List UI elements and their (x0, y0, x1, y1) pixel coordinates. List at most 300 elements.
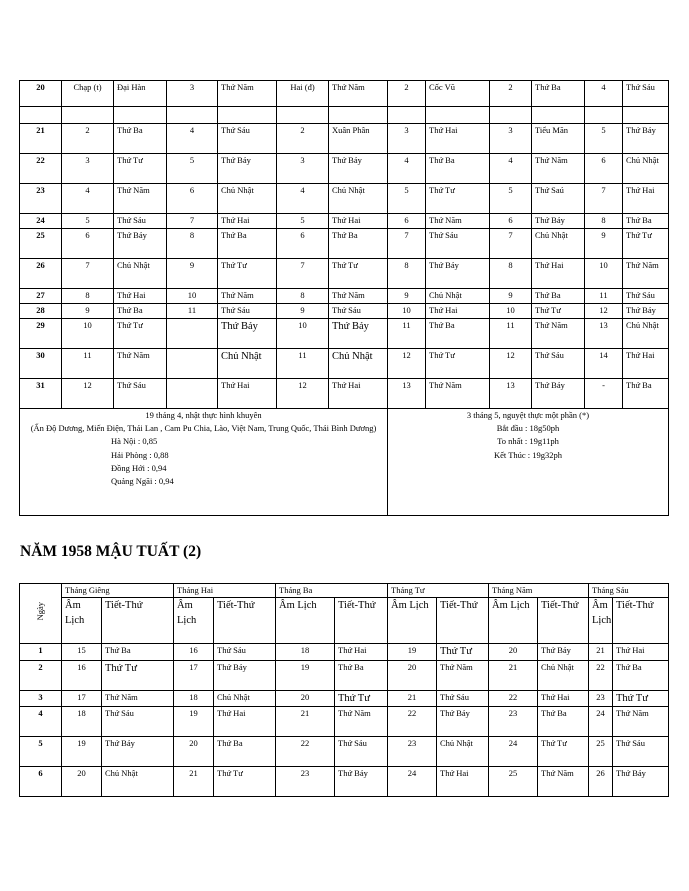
table-cell: Hai (đ) (277, 81, 329, 107)
table-cell: 4 (62, 184, 114, 214)
table-cell: 23 (489, 707, 538, 737)
column-header: Âm Lịch (62, 597, 102, 643)
table-cell: 8 (490, 259, 532, 289)
table-cell: 12 (388, 349, 426, 379)
table-cell (277, 107, 329, 124)
month-header-6: Tháng Sáu (589, 584, 669, 598)
table-cell: Thứ Năm (532, 154, 585, 184)
table-cell: Thứ Tư (426, 184, 490, 214)
table-cell: 3 (388, 124, 426, 154)
table-cell: Thứ Hai (329, 214, 388, 229)
table-cell: 15 (62, 643, 102, 660)
table-cell: 9 (167, 259, 218, 289)
day-number: 2 (20, 660, 62, 690)
table-cell: Thứ Năm (218, 81, 277, 107)
column-header: Tiết-Thứ (613, 597, 669, 643)
eclipse-city: Đồng Hới : 0,94 (111, 462, 167, 473)
table-cell: 26 (589, 767, 613, 797)
table-cell: 5 (277, 214, 329, 229)
table-cell: Thứ Sáu (426, 229, 490, 259)
table-cell: 7 (167, 214, 218, 229)
column-header: Tiết-Thứ (214, 597, 276, 643)
table-cell: 8 (585, 214, 623, 229)
table-cell: Thứ Ba (532, 81, 585, 107)
table-row (20, 707, 669, 737)
table-cell: Thứ Hai (335, 643, 388, 660)
table-cell: Chủ Nhật (114, 259, 167, 289)
table-cell: Thứ Hai (214, 707, 276, 737)
table-cell (426, 107, 490, 124)
lunar-eclipse-time: Bắt đầu : 18g50ph (496, 423, 560, 434)
table-cell: Chủ Nhật (102, 767, 174, 797)
day-number: 31 (20, 379, 62, 409)
table-cell: 10 (388, 304, 426, 319)
table-cell: 11 (388, 319, 426, 349)
table-cell: Chủ Nhật (426, 289, 490, 304)
table-cell (167, 319, 218, 349)
table-cell: 2 (277, 124, 329, 154)
table-cell: 19 (174, 707, 214, 737)
table-cell (167, 349, 218, 379)
table-cell: 3 (490, 124, 532, 154)
table-cell: Thứ Hai (426, 124, 490, 154)
table-cell: 16 (62, 660, 102, 690)
table-cell: Thứ Năm (102, 690, 174, 707)
table-cell: 23 (589, 690, 613, 707)
page-title: NĂM 1958 MẬU TUẤT (2) (20, 543, 202, 560)
column-header: Âm Lịch (388, 597, 437, 643)
table-cell: Thứ Tư (114, 154, 167, 184)
table-cell: Thứ Bảy (114, 229, 167, 259)
table-cell: Thứ Năm (426, 379, 490, 409)
column-header: Tiết-Thứ (102, 597, 174, 643)
table-cell: Chủ Nhật (218, 349, 277, 379)
table-cell: 11 (62, 349, 114, 379)
day-number (20, 107, 62, 124)
table-cell: Thứ Sáu (114, 379, 167, 409)
day-number: 28 (20, 304, 62, 319)
table-cell: Thứ Ba (114, 304, 167, 319)
table-cell: Thứ Năm (329, 81, 388, 107)
table-cell (388, 107, 426, 124)
column-header: Âm Lịch (489, 597, 538, 643)
table-cell: Thứ Sáu (218, 124, 277, 154)
table-cell: Cốc Vũ (426, 81, 490, 107)
table-cell: 24 (388, 767, 437, 797)
table-cell: Thứ Bảy (532, 214, 585, 229)
day-number: 30 (20, 349, 62, 379)
table-cell: 20 (276, 690, 335, 707)
table-cell: 12 (585, 304, 623, 319)
table-cell: 10 (167, 289, 218, 304)
table-cell: Thứ Bảy (538, 643, 589, 660)
table-cell: Thứ Bảy (532, 379, 585, 409)
table-cell: Thứ Sáu (329, 304, 388, 319)
table-cell: Chủ Nhật (329, 349, 388, 379)
table-cell: 13 (388, 379, 426, 409)
column-header: Âm Lịch (174, 597, 214, 643)
table-cell: Thứ Hai (538, 690, 589, 707)
table-cell: 12 (277, 379, 329, 409)
table-cell: Chủ Nhật (437, 737, 489, 767)
month-header-2: Tháng Hai (174, 584, 276, 598)
table-cell: 13 (585, 319, 623, 349)
table-cell: 20 (62, 767, 102, 797)
table-cell: Thứ Tư (329, 259, 388, 289)
table-cell: Thứ Bảy (329, 154, 388, 184)
table-row (20, 107, 669, 124)
table-cell: 8 (62, 289, 114, 304)
day-header: Ngày (20, 584, 62, 644)
table-cell: Thứ Sáu (623, 289, 669, 304)
table-cell: 3 (167, 81, 218, 107)
table-cell: 22 (276, 737, 335, 767)
table-cell: Chạp (t) (62, 81, 114, 107)
table-cell: 19 (276, 660, 335, 690)
table-cell: Thứ Ba (623, 214, 669, 229)
day-number: 21 (20, 124, 62, 154)
table-row (20, 184, 669, 214)
table-cell: 7 (62, 259, 114, 289)
table-cell: Thứ Sáu (532, 349, 585, 379)
month-header-4: Tháng Tư (388, 584, 489, 598)
table-cell: 20 (388, 660, 437, 690)
table-cell (218, 107, 277, 124)
eclipse-city: Hà Nội : 0,85 (111, 436, 158, 447)
table-cell: Thứ Năm (114, 349, 167, 379)
day-number: 4 (20, 707, 62, 737)
table-cell: Thứ Hai (437, 767, 489, 797)
table-cell: 4 (490, 154, 532, 184)
day-number: 24 (20, 214, 62, 229)
table-cell: 9 (277, 304, 329, 319)
table-cell: Thứ Ba (623, 379, 669, 409)
table-cell: Chủ Nhật (329, 184, 388, 214)
table-cell: 25 (589, 737, 613, 767)
table-cell: Thứ Bảy (102, 737, 174, 767)
table-cell: 10 (490, 304, 532, 319)
table-cell: Thứ Tư (623, 229, 669, 259)
table-cell: 10 (277, 319, 329, 349)
table-cell: Thứ Tư (426, 349, 490, 379)
table-cell: 6 (167, 184, 218, 214)
table-cell: 20 (489, 643, 538, 660)
table-row (20, 660, 669, 690)
day-number: 5 (20, 737, 62, 767)
table-cell: 5 (167, 154, 218, 184)
table-cell: 25 (489, 767, 538, 797)
table-cell: Thứ Hai (532, 259, 585, 289)
table-cell: Thứ Bảy (623, 304, 669, 319)
table-cell: 7 (388, 229, 426, 259)
table-cell (329, 107, 388, 124)
table-cell: Chủ Nhật (532, 229, 585, 259)
table-cell: 6 (62, 229, 114, 259)
table-cell: 7 (490, 229, 532, 259)
lunar-calendar-table-2 (19, 583, 669, 797)
table-cell: 11 (277, 349, 329, 379)
day-number: 23 (20, 184, 62, 214)
table-row (20, 319, 669, 349)
table-cell: 21 (276, 707, 335, 737)
column-header: Tiết-Thứ (335, 597, 388, 643)
table-row (20, 690, 669, 707)
table-row (20, 214, 669, 229)
lunar-calendar-table-1 (19, 80, 669, 516)
eclipse-city: Hải Phòng : 0,88 (111, 449, 169, 460)
table-cell: 9 (388, 289, 426, 304)
table-cell: 2 (62, 124, 114, 154)
table-cell: 2 (490, 81, 532, 107)
table-cell: 12 (490, 349, 532, 379)
table-cell: Thứ Bảy (613, 767, 669, 797)
table-cell: 4 (167, 124, 218, 154)
table-cell: 18 (276, 643, 335, 660)
lunar-eclipse-time: To nhất : 19g11ph (497, 436, 559, 447)
table-cell: Thứ Bảy (437, 707, 489, 737)
table-cell: Thứ Ba (102, 643, 174, 660)
table-cell (585, 107, 623, 124)
table-cell: Thứ Hai (613, 643, 669, 660)
lunar-eclipse-note (388, 409, 669, 516)
column-header: Âm Lịch (589, 597, 613, 643)
table-cell: Thứ Ba (532, 289, 585, 304)
table-cell: 7 (585, 184, 623, 214)
lunar-eclipse-title: 3 tháng 5, nguyệt thực một phần (*) (466, 410, 590, 420)
table-cell: 3 (277, 154, 329, 184)
table-cell: Tiểu Mãn (532, 124, 585, 154)
table-cell: 21 (174, 767, 214, 797)
table-cell: Chủ Nhật (538, 660, 589, 690)
table-cell: Thứ Sáu (218, 304, 277, 319)
day-number: 27 (20, 289, 62, 304)
column-header: Tiết-Thứ (437, 597, 489, 643)
day-number: 29 (20, 319, 62, 349)
table-row (20, 643, 669, 660)
table-cell: Thứ Năm (623, 259, 669, 289)
table-cell: Thứ Hai (114, 289, 167, 304)
day-number: 25 (20, 229, 62, 259)
table-cell: Thứ Hai (623, 349, 669, 379)
table-cell: Chủ Nhật (623, 154, 669, 184)
table-cell: Thứ Ba (114, 124, 167, 154)
table-cell: 8 (167, 229, 218, 259)
table-cell: 19 (388, 643, 437, 660)
day-number: 20 (20, 81, 62, 107)
day-number: 3 (20, 690, 62, 707)
table-cell (114, 107, 167, 124)
table-cell: Thứ Ba (329, 229, 388, 259)
table-row (20, 349, 669, 379)
table-cell: Thứ Bảy (335, 767, 388, 797)
table-cell (532, 107, 585, 124)
table-cell: 6 (277, 229, 329, 259)
table-cell: Thứ Bảy (218, 154, 277, 184)
table-cell: 24 (489, 737, 538, 767)
table-cell: Thứ Năm (426, 214, 490, 229)
table-cell: 17 (62, 690, 102, 707)
table-cell: Thứ Bảy (329, 319, 388, 349)
table-cell: Thứ Ba (214, 737, 276, 767)
table-cell: 10 (62, 319, 114, 349)
table-cell: 21 (489, 660, 538, 690)
table-cell: 22 (388, 707, 437, 737)
table-cell: 16 (174, 643, 214, 660)
table-cell: 8 (388, 259, 426, 289)
table-cell: 6 (585, 154, 623, 184)
table-cell: Thứ Hai (426, 304, 490, 319)
table-cell: 4 (277, 184, 329, 214)
table-cell: 23 (388, 737, 437, 767)
table-cell: Thứ Sáu (114, 214, 167, 229)
table-cell: 5 (62, 214, 114, 229)
table-cell: Thứ Tư (437, 643, 489, 660)
table-cell: Thứ Hai (218, 379, 277, 409)
table-cell: Thứ Sáu (214, 643, 276, 660)
table-cell: 18 (174, 690, 214, 707)
table-cell: 22 (489, 690, 538, 707)
table-cell: 24 (589, 707, 613, 737)
table-cell: 14 (585, 349, 623, 379)
table-cell: 6 (388, 214, 426, 229)
table-cell: Thứ Bảy (426, 259, 490, 289)
table-cell: 9 (62, 304, 114, 319)
table-cell: Thứ Ba (426, 154, 490, 184)
table-cell (167, 379, 218, 409)
table-cell: Thứ Năm (532, 319, 585, 349)
table-cell (62, 107, 114, 124)
table-row (20, 124, 669, 154)
table-cell: 19 (62, 737, 102, 767)
column-header: Âm Lịch (276, 597, 335, 643)
table-cell: Thứ Tư (218, 259, 277, 289)
column-header: Tiết-Thứ (538, 597, 589, 643)
table-cell: Thứ Tư (102, 660, 174, 690)
table-cell: 2 (388, 81, 426, 107)
table-cell: 6 (490, 214, 532, 229)
eclipse-city: Quảng Ngãi : 0,94 (111, 475, 174, 486)
table-cell: 9 (490, 289, 532, 304)
table-cell: Thứ Ba (426, 319, 490, 349)
eclipse-countries: (Ấn Độ Dương, Miến Điện, Thái Lan , Cam Pu Chia, Lào, Việt Nam, Trung Quốc, Thái Bình Dương) (30, 423, 377, 434)
table-cell (490, 107, 532, 124)
table-cell: 5 (585, 124, 623, 154)
table-cell: 3 (62, 154, 114, 184)
table-cell: 4 (388, 154, 426, 184)
table-cell: Thứ Tư (532, 304, 585, 319)
table-row (20, 304, 669, 319)
table-cell: 10 (585, 259, 623, 289)
table-cell: Thứ Tư (538, 737, 589, 767)
table-cell: 17 (174, 660, 214, 690)
table-cell: 11 (490, 319, 532, 349)
table-row (20, 767, 669, 797)
table-cell: Thứ Năm (218, 289, 277, 304)
table-cell: Chủ Nhật (214, 690, 276, 707)
table-cell: Đại Hàn (114, 81, 167, 107)
table-cell: Thứ Tư (214, 767, 276, 797)
table-row (20, 229, 669, 259)
day-number: 6 (20, 767, 62, 797)
table-cell: Thứ Sáu (335, 737, 388, 767)
table-row (20, 259, 669, 289)
table-cell: 11 (167, 304, 218, 319)
month-header-3: Tháng Ba (276, 584, 388, 598)
table-cell: Thứ Saú (532, 184, 585, 214)
solar-eclipse-note (20, 409, 388, 516)
table-row (20, 379, 669, 409)
table-cell: 18 (62, 707, 102, 737)
table-cell: 20 (174, 737, 214, 767)
day-number: 26 (20, 259, 62, 289)
table-cell: Thứ Hai (623, 184, 669, 214)
table-cell: 5 (490, 184, 532, 214)
table-cell: Chủ Nhật (218, 184, 277, 214)
table-cell: Thứ Ba (335, 660, 388, 690)
table-row (20, 289, 669, 304)
table-cell: 7 (277, 259, 329, 289)
table-cell: Thứ Năm (437, 660, 489, 690)
table-cell: 22 (589, 660, 613, 690)
table-cell: Thứ Tư (335, 690, 388, 707)
table-cell: 12 (62, 379, 114, 409)
table-cell: Thứ Sáu (623, 81, 669, 107)
table-row (20, 737, 669, 767)
table-cell: Thứ Năm (335, 707, 388, 737)
table-cell: 23 (276, 767, 335, 797)
table-cell: Thứ Hai (329, 379, 388, 409)
table-cell (623, 107, 669, 124)
day-number: 22 (20, 154, 62, 184)
table-cell: Thứ Sáu (437, 690, 489, 707)
table-cell: 11 (585, 289, 623, 304)
table-cell: Thứ Sáu (613, 737, 669, 767)
table-cell: Thứ Năm (613, 707, 669, 737)
table-cell: Thứ Ba (613, 660, 669, 690)
table-cell: Thứ Hai (218, 214, 277, 229)
table-row (20, 81, 669, 107)
table-cell: Thứ Tư (114, 319, 167, 349)
eclipse-title: 19 tháng 4, nhật thực hình khuyên (145, 410, 262, 420)
table-cell: 5 (388, 184, 426, 214)
table-cell (167, 107, 218, 124)
month-header-5: Tháng Năm (489, 584, 589, 598)
table-cell: 21 (388, 690, 437, 707)
table-cell: 8 (277, 289, 329, 304)
lunar-eclipse-time: Kết Thúc : 19g32ph (493, 449, 563, 460)
day-number: 1 (20, 643, 62, 660)
table-cell: 13 (490, 379, 532, 409)
month-header-1: Tháng Giêng (62, 584, 174, 598)
table-row (20, 154, 669, 184)
table-cell: Thứ Tư (613, 690, 669, 707)
table-cell: Thứ Năm (329, 289, 388, 304)
table-cell: Xuân Phân (329, 124, 388, 154)
table-cell: - (585, 379, 623, 409)
table-cell: Thứ Bảy (218, 319, 277, 349)
table-cell: Thứ Ba (218, 229, 277, 259)
table-cell: Thứ Sáu (102, 707, 174, 737)
table-cell: 4 (585, 81, 623, 107)
table-cell: Thứ Năm (114, 184, 167, 214)
table-cell: Chủ Nhật (623, 319, 669, 349)
table-cell: 21 (589, 643, 613, 660)
table-cell: 9 (585, 229, 623, 259)
table-cell: Thứ Ba (538, 707, 589, 737)
table-cell: Thứ Bảy (214, 660, 276, 690)
table-cell: Thứ Bảy (623, 124, 669, 154)
table-cell: Thứ Năm (538, 767, 589, 797)
